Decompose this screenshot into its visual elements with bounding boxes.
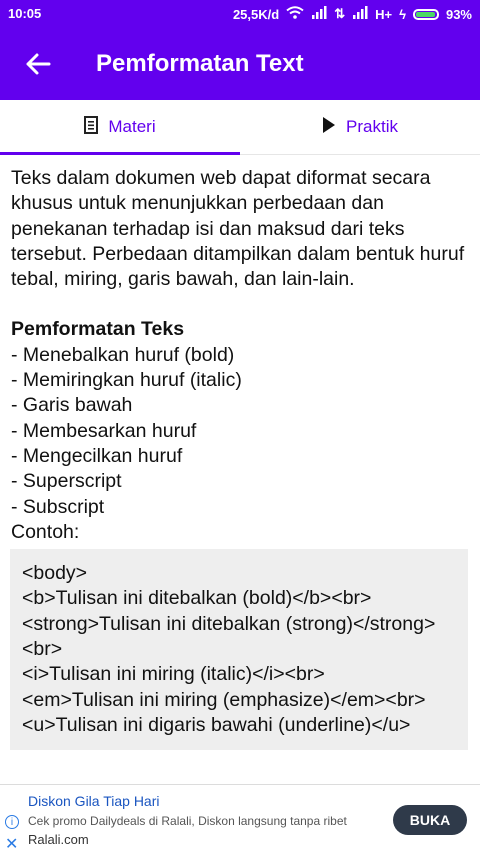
charging-icon: ϟ	[399, 6, 406, 22]
list-item: - Mengecilkan huruf	[11, 444, 183, 467]
signal-icon	[311, 6, 327, 22]
code-example	[10, 549, 468, 750]
code-line: <strong>Tulisan ini ditebalkan (strong)</strong><br>	[22, 612, 436, 661]
code-line: <b>Tulisan ini ditebalkan (bold)</b><br>	[22, 587, 372, 610]
ad-title[interactable]: Diskon Gila Tiap Hari	[28, 793, 160, 809]
list-item: - Memiringkan huruf (italic)	[11, 369, 242, 392]
tab-praktik[interactable]	[240, 100, 480, 154]
list-item: - Membesarkan huruf	[11, 419, 197, 442]
battery-fill	[416, 12, 435, 17]
network-type: H+	[375, 6, 393, 22]
battery-percent: 93%	[445, 6, 472, 22]
list-item: - Superscript	[11, 470, 122, 493]
code-line: <body>	[22, 562, 88, 585]
list-item: - Menebalkan huruf (bold)	[11, 343, 235, 366]
example-label: Contoh:	[11, 520, 80, 543]
ad-description: Cek promo Dailydeals di Ralali, Diskon langsung tanpa ribet	[28, 814, 347, 828]
play-icon	[322, 116, 336, 139]
back-button[interactable]	[20, 46, 56, 82]
tab-materi[interactable]	[0, 100, 240, 154]
tab-label: Materi	[108, 117, 156, 136]
lesson-content	[11, 166, 473, 750]
status-bar	[0, 0, 480, 28]
code-line: <em>Tulisan ini miring (emphasize)</em><br>	[22, 688, 426, 711]
tab-indicator	[0, 152, 240, 155]
document-icon	[84, 116, 98, 139]
page-title: Pemformatan Text	[96, 50, 304, 77]
list-item: - Subscript	[11, 495, 105, 518]
intro-paragraph: Teks dalam dokumen web dapat diformat secara khusus untuk menunjukkan perbedaan dan penekanan terhadap isi dan maksud dari teks tersebut. Perbedaan ditampilkan dalam bentuk huruf tebal, miring, garis bawah, dan lain-lain.	[11, 167, 465, 291]
code-line: <i>Tulisan ini miring (italic)</i><br>	[22, 663, 325, 686]
app-bar	[0, 28, 480, 100]
code-line: <u>Tulisan ini digaris bawahi (underline)</u>	[22, 713, 411, 736]
list-item: - Garis bawah	[11, 394, 133, 417]
network-speed: 25,5K/d	[232, 6, 280, 22]
tab-label: Praktik	[346, 117, 398, 136]
status-time: 10:05	[8, 6, 42, 21]
battery-icon	[413, 9, 439, 20]
tab-bar	[0, 100, 480, 155]
signal-icon	[352, 6, 368, 22]
status-icons	[233, 6, 472, 22]
close-icon[interactable]: ✕	[5, 836, 19, 853]
ad-banner[interactable]	[0, 784, 480, 854]
section-heading: Pemformatan Teks	[11, 318, 185, 341]
ad-domain: Ralali.com	[28, 832, 89, 847]
format-list	[11, 343, 473, 520]
data-transfer-icon: ⇅	[334, 6, 346, 21]
wifi-icon	[286, 6, 304, 22]
info-icon[interactable]: i	[5, 815, 19, 829]
arrow-left-icon	[25, 52, 51, 76]
open-ad-button[interactable]: BUKA	[393, 805, 467, 835]
